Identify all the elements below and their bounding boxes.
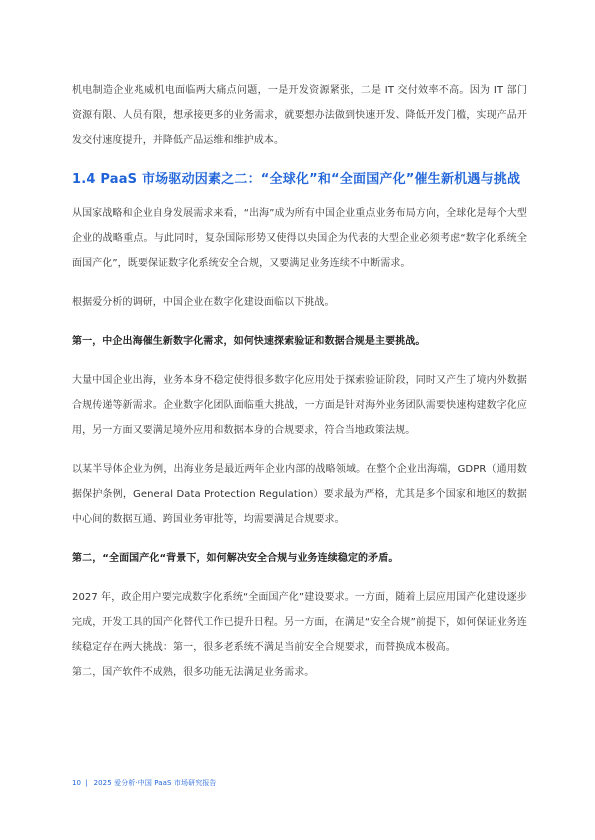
paragraph-domestic-software: 第二，国产软件不成熟，很多功能无法满足业务需求。: [72, 667, 315, 678]
paragraph-survey-intro: 根据爱分析的调研，中国企业在数字化建设面临以下挑战。: [72, 297, 335, 308]
paragraph-intro: 机电制造企业兆威机电面临两大痛点问题，一是开发资源紧张，二是 IT 交付效率不高。因为 IT 部门资源有限、人员有限，想承接更多的业务需求，就要想办法做到快速开发、降低开发门槛，实现产品开发交付速度提升，并降低产品运维和维护成本。: [72, 85, 527, 146]
page-footer: [72, 778, 217, 788]
paragraph-semiconductor-example: 以某半导体企业为例，出海业务是最近两年企业内部的战略领域。在整个企业出海端，GDPR（通用数据保护条例，General Data Protection Regulation）要求最为严格，尤其是多个国家和地区的数据中心间的数据互通、跨国业务审批等，均需要满足合规要求。: [72, 464, 527, 525]
footer-separator: |: [85, 779, 88, 787]
challenge-one-heading: 第一，中企出海催生新数字化需求，如何快速探索验证和数据合规是主要挑战。: [72, 336, 426, 347]
paragraph-overseas: 大量中国企业出海，业务本身不稳定使得很多数字化应用处于探索验证阶段，同时又产生了境内外数据合规传递等新需求。企业数字化团队面临重大挑战，一方面是针对海外业务团队需要快速构建数字化应用，另一方面又要满足境外应用和数据本身的合规要求，符合当地政策法规。: [72, 375, 527, 436]
section-heading: 1.4 PaaS 市场驱动因素之二：“全球化”和“全面国产化”催生新机遇与挑战: [72, 172, 521, 187]
report-title: 2025 爱分析·中国 PaaS 市场研究报告: [93, 779, 217, 787]
paragraph-global-context: 从国家战略和企业自身发展需求来看，“出海”成为所有中国企业重点业务布局方向，全球化是每个大型企业的战略重点。与此同时，复杂国际形势又使得以央国企为代表的大型企业必须考虑“数字化系统全面国产化”，既要保证数字化系统安全合规，又要满足业务连续不中断需求。: [72, 208, 527, 269]
paragraph-localization: 2027 年，政企用户要完成数字化系统“全面国产化”建设要求。一方面，随着上层应用国产化建设逐步完成，开发工具的国产化替代工作已提升日程。另一方面，在满足“安全合规”前提下，如何保证业务连续稳定存在两大挑战：第一，很多老系统不满足当前安全合规要求，而替换成本极高。: [72, 592, 527, 653]
page-number: 10: [72, 779, 82, 787]
page-body: [72, 78, 527, 685]
challenge-two-heading: 第二，“全面国产化“背景下，如何解决安全合规与业务连续稳定的矛盾。: [72, 553, 399, 564]
